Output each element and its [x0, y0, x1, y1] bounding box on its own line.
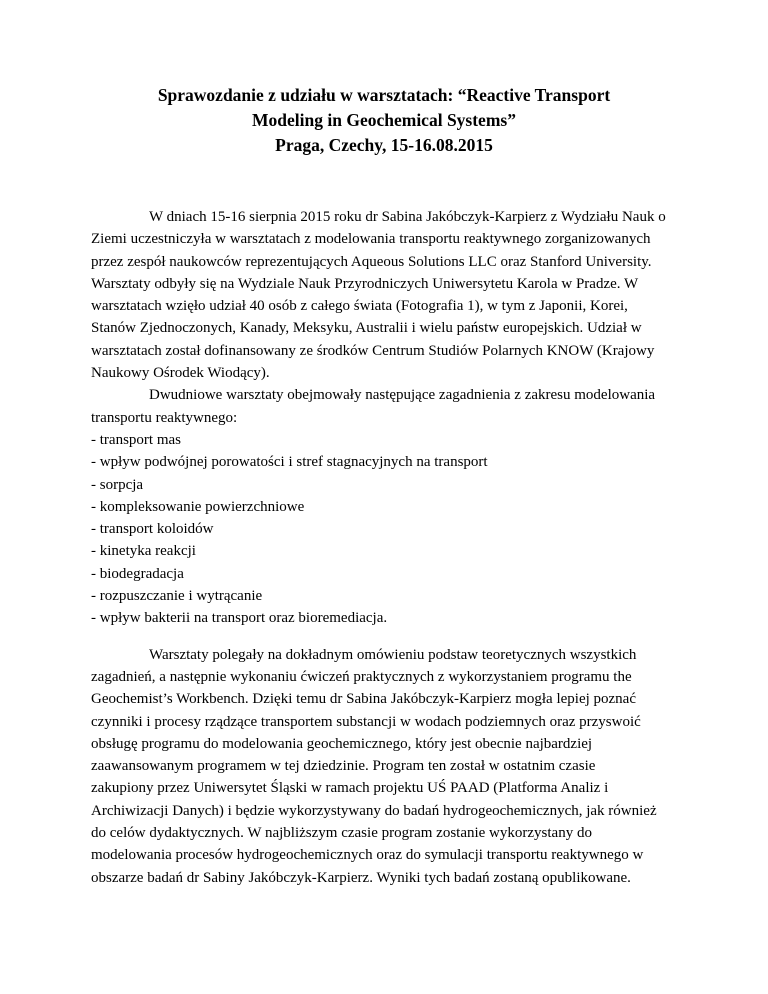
title-line: Sprawozdanie z udziału w warsztatach: “Reactive Transport: [157, 85, 611, 105]
paragraph-line: zagadnień, a następnie wykonaniu ćwiczeń praktycznych z wykorzystaniem programu the: [91, 668, 632, 685]
paragraph-line: warsztatach został dofinansowany ze środków Centrum Studiów Polarnych KNOW (Krajowy: [91, 342, 655, 359]
paragraph-2: [91, 384, 691, 429]
paragraph-line: Ziemi uczestniczyła w warsztatach z modelowania transportu reaktywnego zorganizowanych: [91, 231, 651, 248]
paragraph-line: Geochemist’s Workbench. Dzięki temu dr Sabina Jakóbczyk-Karpierz mogła lepiej poznać: [91, 691, 636, 708]
paragraph-line: Warsztaty polegały na dokładnym omówieniu podstaw teoretycznych wszystkich: [149, 646, 637, 663]
list-item: - transport mas: [91, 431, 181, 448]
paragraph-line: obszarze badań dr Sabiny Jakóbczyk-Karpierz. Wyniki tych badań zostaną opublikowane.: [91, 869, 631, 886]
list-item: - kinetyka reakcji: [91, 543, 196, 560]
paragraph-line: transportu reaktywnego:: [91, 409, 238, 426]
paragraph-line: obsługę programu do modelowania geochemicznego, który jest obecnie najbardziej: [91, 735, 593, 752]
paragraph-gap: [91, 630, 691, 644]
paragraph-line: do celów dydaktycznych. W najbliższym czasie program zostanie wykorzystany do: [91, 825, 592, 842]
list-item: - rozpuszczanie i wytrącanie: [91, 588, 263, 605]
paragraph-line: warsztatach wzięło udział 40 osób z całego świata (Fotografia 1), w tym z Japonii, Korei,: [91, 298, 628, 315]
paragraph-line: Naukowy Ośrodek Wiodący).: [91, 365, 270, 382]
paragraph-line: zaawansowanym programem w tej dziedzinie. Program ten został w ostatnim czasie: [91, 758, 596, 775]
document-title: [0, 83, 768, 158]
title-line: Modeling in Geochemical Systems”: [252, 110, 516, 130]
paragraph-line: Stanów Zjednoczonych, Kanady, Meksyku, Australii i wielu państw europejskich. Udział w: [91, 320, 642, 337]
paragraph-3: [91, 644, 691, 889]
paragraph-1: [91, 206, 691, 384]
paragraph-line: modelowania procesów hydrogeochemicznych oraz do symulacji transportu reaktywnego w: [91, 847, 644, 864]
list-item: - biodegradacja: [91, 565, 184, 582]
title-line: Praga, Czechy, 15-16.08.2015: [275, 135, 493, 155]
paragraph-line: Dwudniowe warsztaty obejmowały następujące zagadnienia z zakresu modelowania: [149, 387, 656, 404]
list-item: - sorpcja: [91, 476, 144, 493]
paragraph-line: przez zespół naukowców reprezentujących Aqueous Solutions LLC oraz Stanford University.: [91, 253, 652, 270]
list-item: - transport koloidów: [91, 521, 214, 538]
paragraph-line: W dniach 15-16 sierpnia 2015 roku dr Sabina Jakóbczyk-Karpierz z Wydziału Nauk o: [149, 209, 666, 225]
topics-list: [91, 429, 691, 630]
paragraph-line: Warsztaty odbyły się na Wydziale Nauk Przyrodniczych Uniwersytetu Karola w Pradze. W: [91, 275, 639, 292]
paragraph-line: Archiwizacji Danych) i będzie wykorzystywany do badań hydrogeochemicznych, jak również: [91, 802, 657, 819]
paragraph-line: czynniki i procesy rządzące transportem substancji w wodach podziemnych oraz przyswoić: [91, 713, 641, 730]
paragraph-line: zakupiony przez Uniwersytet Śląski w ramach projektu UŚ PAAD (Platforma Analiz i: [91, 780, 609, 797]
list-item: - wpływ podwójnej porowatości i stref stagnacyjnych na transport: [91, 454, 488, 471]
document-body: [91, 206, 691, 889]
list-item: - wpływ bakterii na transport oraz bioremediacja.: [91, 610, 388, 627]
list-item: - kompleksowanie powierzchniowe: [91, 498, 305, 515]
